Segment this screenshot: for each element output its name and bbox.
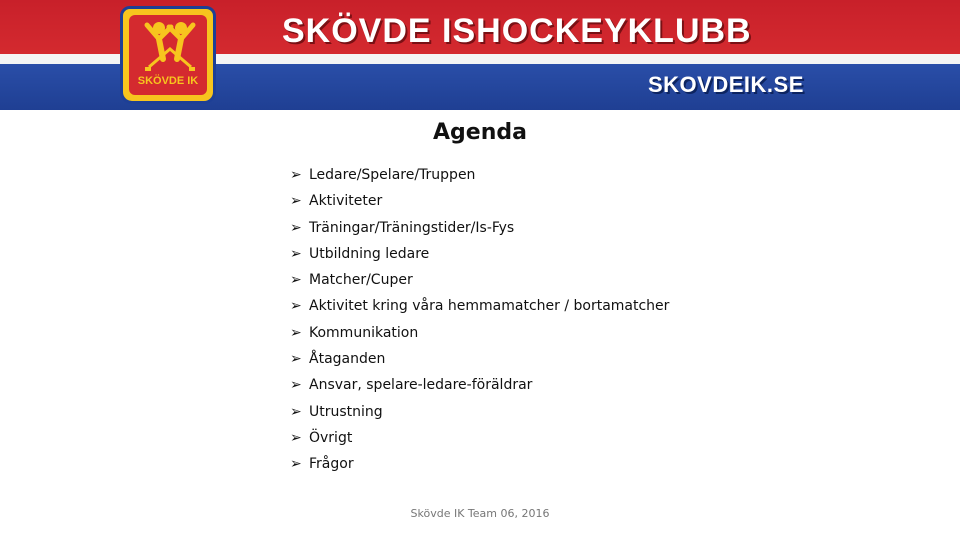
arrow-bullet-icon: ➢ [290, 403, 302, 420]
list-item [290, 243, 669, 269]
club-website: SKOVDEIK.SE [648, 72, 804, 97]
hockey-players-logo-icon [137, 19, 203, 75]
list-item-label: Utbildning ledare [309, 245, 430, 262]
arrow-bullet-icon: ➢ [290, 193, 302, 210]
list-item-label: Ledare/Spelare/Truppen [309, 167, 476, 183]
list-item [290, 269, 669, 295]
list-item [290, 453, 669, 479]
list-item-label: Matcher/Cuper [309, 272, 413, 289]
arrow-bullet-icon: ➢ [290, 298, 302, 315]
arrow-bullet-icon: ➢ [290, 456, 302, 473]
arrow-bullet-icon: ➢ [290, 429, 302, 446]
list-item [290, 322, 669, 348]
club-logo [120, 6, 216, 104]
list-item [290, 164, 669, 190]
arrow-bullet-icon: ➢ [290, 377, 302, 394]
list-item-label: Aktivitet kring våra hemmamatcher / bortamatcher [309, 298, 670, 315]
header-banner [0, 0, 960, 110]
arrow-bullet-icon: ➢ [290, 272, 302, 289]
list-item [290, 295, 669, 321]
arrow-bullet-icon: ➢ [290, 351, 302, 368]
arrow-bullet-icon: ➢ [290, 245, 302, 262]
list-item [290, 401, 669, 427]
list-item-label: Ansvar, spelare-ledare-föräldrar [309, 377, 533, 394]
club-name-heading: SKÖVDE ISHOCKEYKLUBB [282, 12, 752, 50]
list-item-label: Träningar/Träningstider/Is-Fys [309, 219, 515, 236]
arrow-bullet-icon: ➢ [290, 219, 302, 236]
list-item-label: Kommunikation [309, 324, 419, 341]
logo-shield [129, 15, 207, 95]
arrow-bullet-icon: ➢ [290, 167, 302, 183]
list-item [290, 348, 669, 374]
logo-text: SKÖVDE IK [137, 75, 199, 87]
list-item-label: Utrustning [309, 403, 383, 420]
list-item-label: Aktiviteter [309, 193, 383, 210]
list-item [290, 427, 669, 453]
list-item-label: Övrigt [309, 429, 353, 446]
list-item [290, 217, 669, 243]
list-item-label: Åtaganden [309, 351, 386, 368]
list-item [290, 374, 669, 400]
list-item [290, 190, 669, 216]
agenda-list [290, 164, 669, 480]
arrow-bullet-icon: ➢ [290, 324, 302, 341]
slide-title: Agenda [433, 120, 527, 145]
slide-footer: Skövde IK Team 06, 2016 [410, 507, 550, 520]
list-item-label: Frågor [309, 456, 354, 473]
